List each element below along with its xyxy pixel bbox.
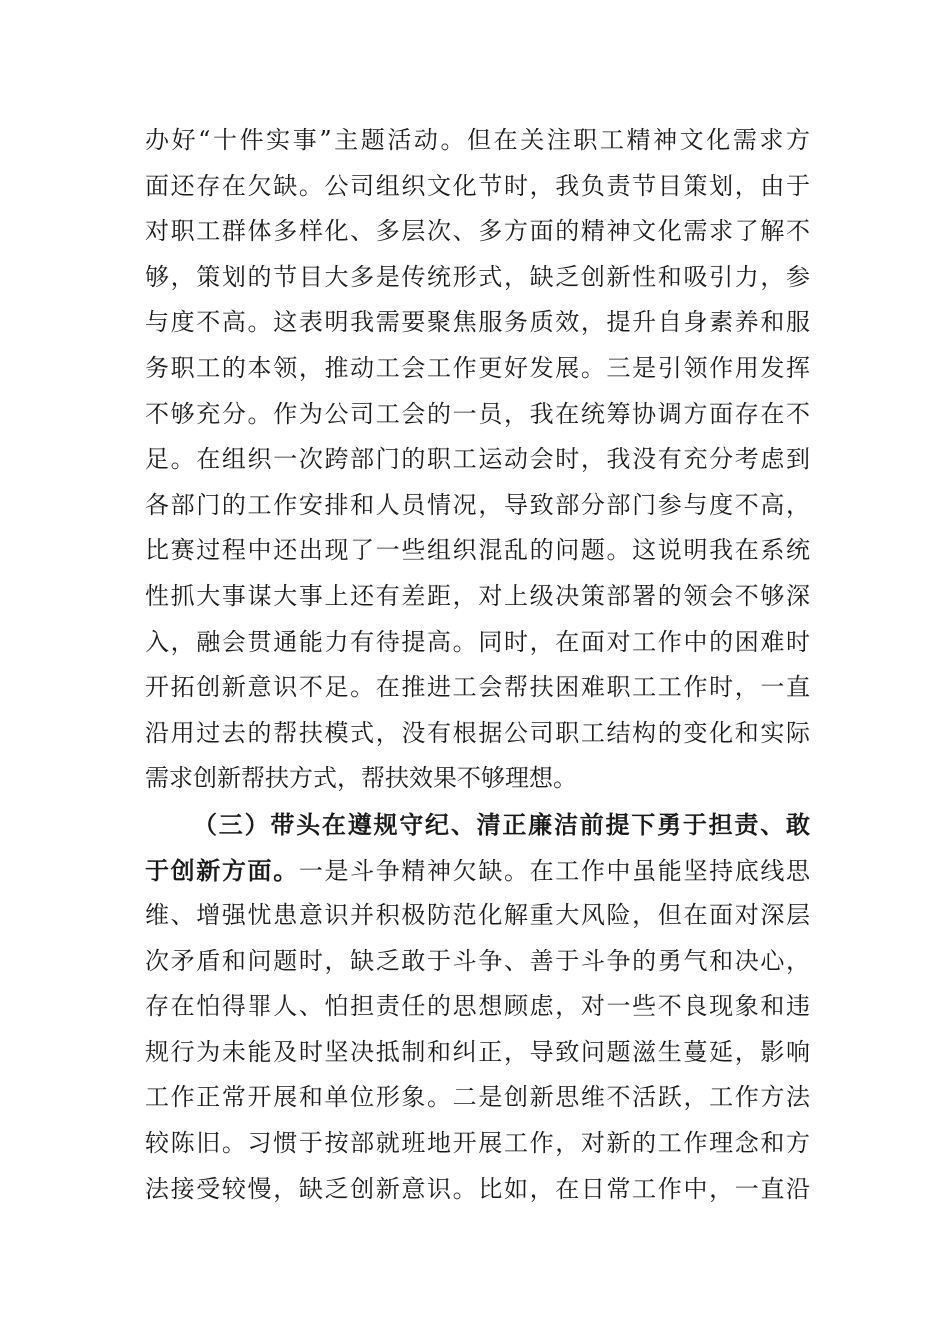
paragraph-line: 需求创新帮扶方式，帮扶效果不够理想。 bbox=[145, 764, 577, 793]
paragraph-line: 办好“十件实事”主题活动。但在关注职工精神文化需求方 bbox=[145, 126, 810, 154]
paragraph-line: 够，策划的节目大多是传统形式，缺乏创新性和吸引力，参 bbox=[145, 262, 810, 291]
paragraph-line: 比赛过程中还出现了一些组织混乱的问题。这说明我在系统 bbox=[145, 536, 810, 565]
paragraph-line: 规行为未能及时坚决抵制和纠正，导致问题滋生蔓延，影响 bbox=[145, 1037, 810, 1066]
paragraph-line: 入，融会贯通能力有待提高。同时，在面对工作中的困难时 bbox=[145, 627, 810, 656]
paragraph-line: 不够充分。作为公司工会的一员，我在统筹协调方面存在不 bbox=[145, 399, 810, 428]
section-text-start: 一是斗争精神欠缺。在工作中虽能坚持底线思 bbox=[298, 856, 810, 885]
paragraph-line: 开拓创新意识不足。在推进工会帮扶困难职工工作时，一直 bbox=[145, 673, 810, 702]
paragraph-line: 法接受较慢，缺乏创新意识。比如，在日常工作中，一直沿 bbox=[145, 1174, 810, 1203]
paragraph-line: 工作正常开展和单位形象。二是创新思维不活跃，工作方法 bbox=[145, 1083, 810, 1112]
paragraph-line: 务职工的本领，推动工会工作更好发展。三是引领作用发挥 bbox=[145, 353, 810, 382]
paragraph-line: 次矛盾和问题时，缺乏敢于斗争、善于斗争的勇气和决心， bbox=[145, 946, 810, 975]
paragraph-line: 维、增强忧患意识并积极防范化解重大风险，但在面对深层 bbox=[145, 901, 810, 930]
section-heading: （三）带头在遵规守纪、清正廉洁前提下勇于担责、敢 bbox=[193, 809, 810, 839]
paragraph-line: 与度不高。这表明我需要聚焦服务质效，提升自身素养和服 bbox=[145, 308, 810, 337]
paragraph-line: 性抓大事谋大事上还有差距，对上级决策部署的领会不够深 bbox=[145, 581, 810, 610]
section-heading-continuation bbox=[145, 848, 810, 894]
paragraph-line: 面还存在欠缺。公司组织文化节时，我负责节目策划，由于 bbox=[145, 171, 810, 200]
paragraph-line: 足。在组织一次跨部门的职工运动会时，我没有充分考虑到 bbox=[145, 445, 810, 474]
section-heading-tail: 于创新方面。 bbox=[145, 855, 299, 885]
body-text bbox=[145, 118, 810, 1212]
paragraph-line: 各部门的工作安排和人员情况，导致部分部门参与度不高， bbox=[145, 490, 810, 519]
paragraph-line: 沿用过去的帮扶模式，没有根据公司职工结构的变化和实际 bbox=[145, 718, 810, 747]
paragraph-line: 较陈旧。习惯于按部就班地开展工作，对新的工作理念和方 bbox=[145, 1129, 810, 1158]
paragraph-line: 对职工群体多样化、多层次、多方面的精神文化需求了解不 bbox=[145, 217, 810, 246]
paragraph-line: 存在怕得罪人、怕担责任的思想顾虑，对一些不良现象和违 bbox=[145, 992, 810, 1021]
